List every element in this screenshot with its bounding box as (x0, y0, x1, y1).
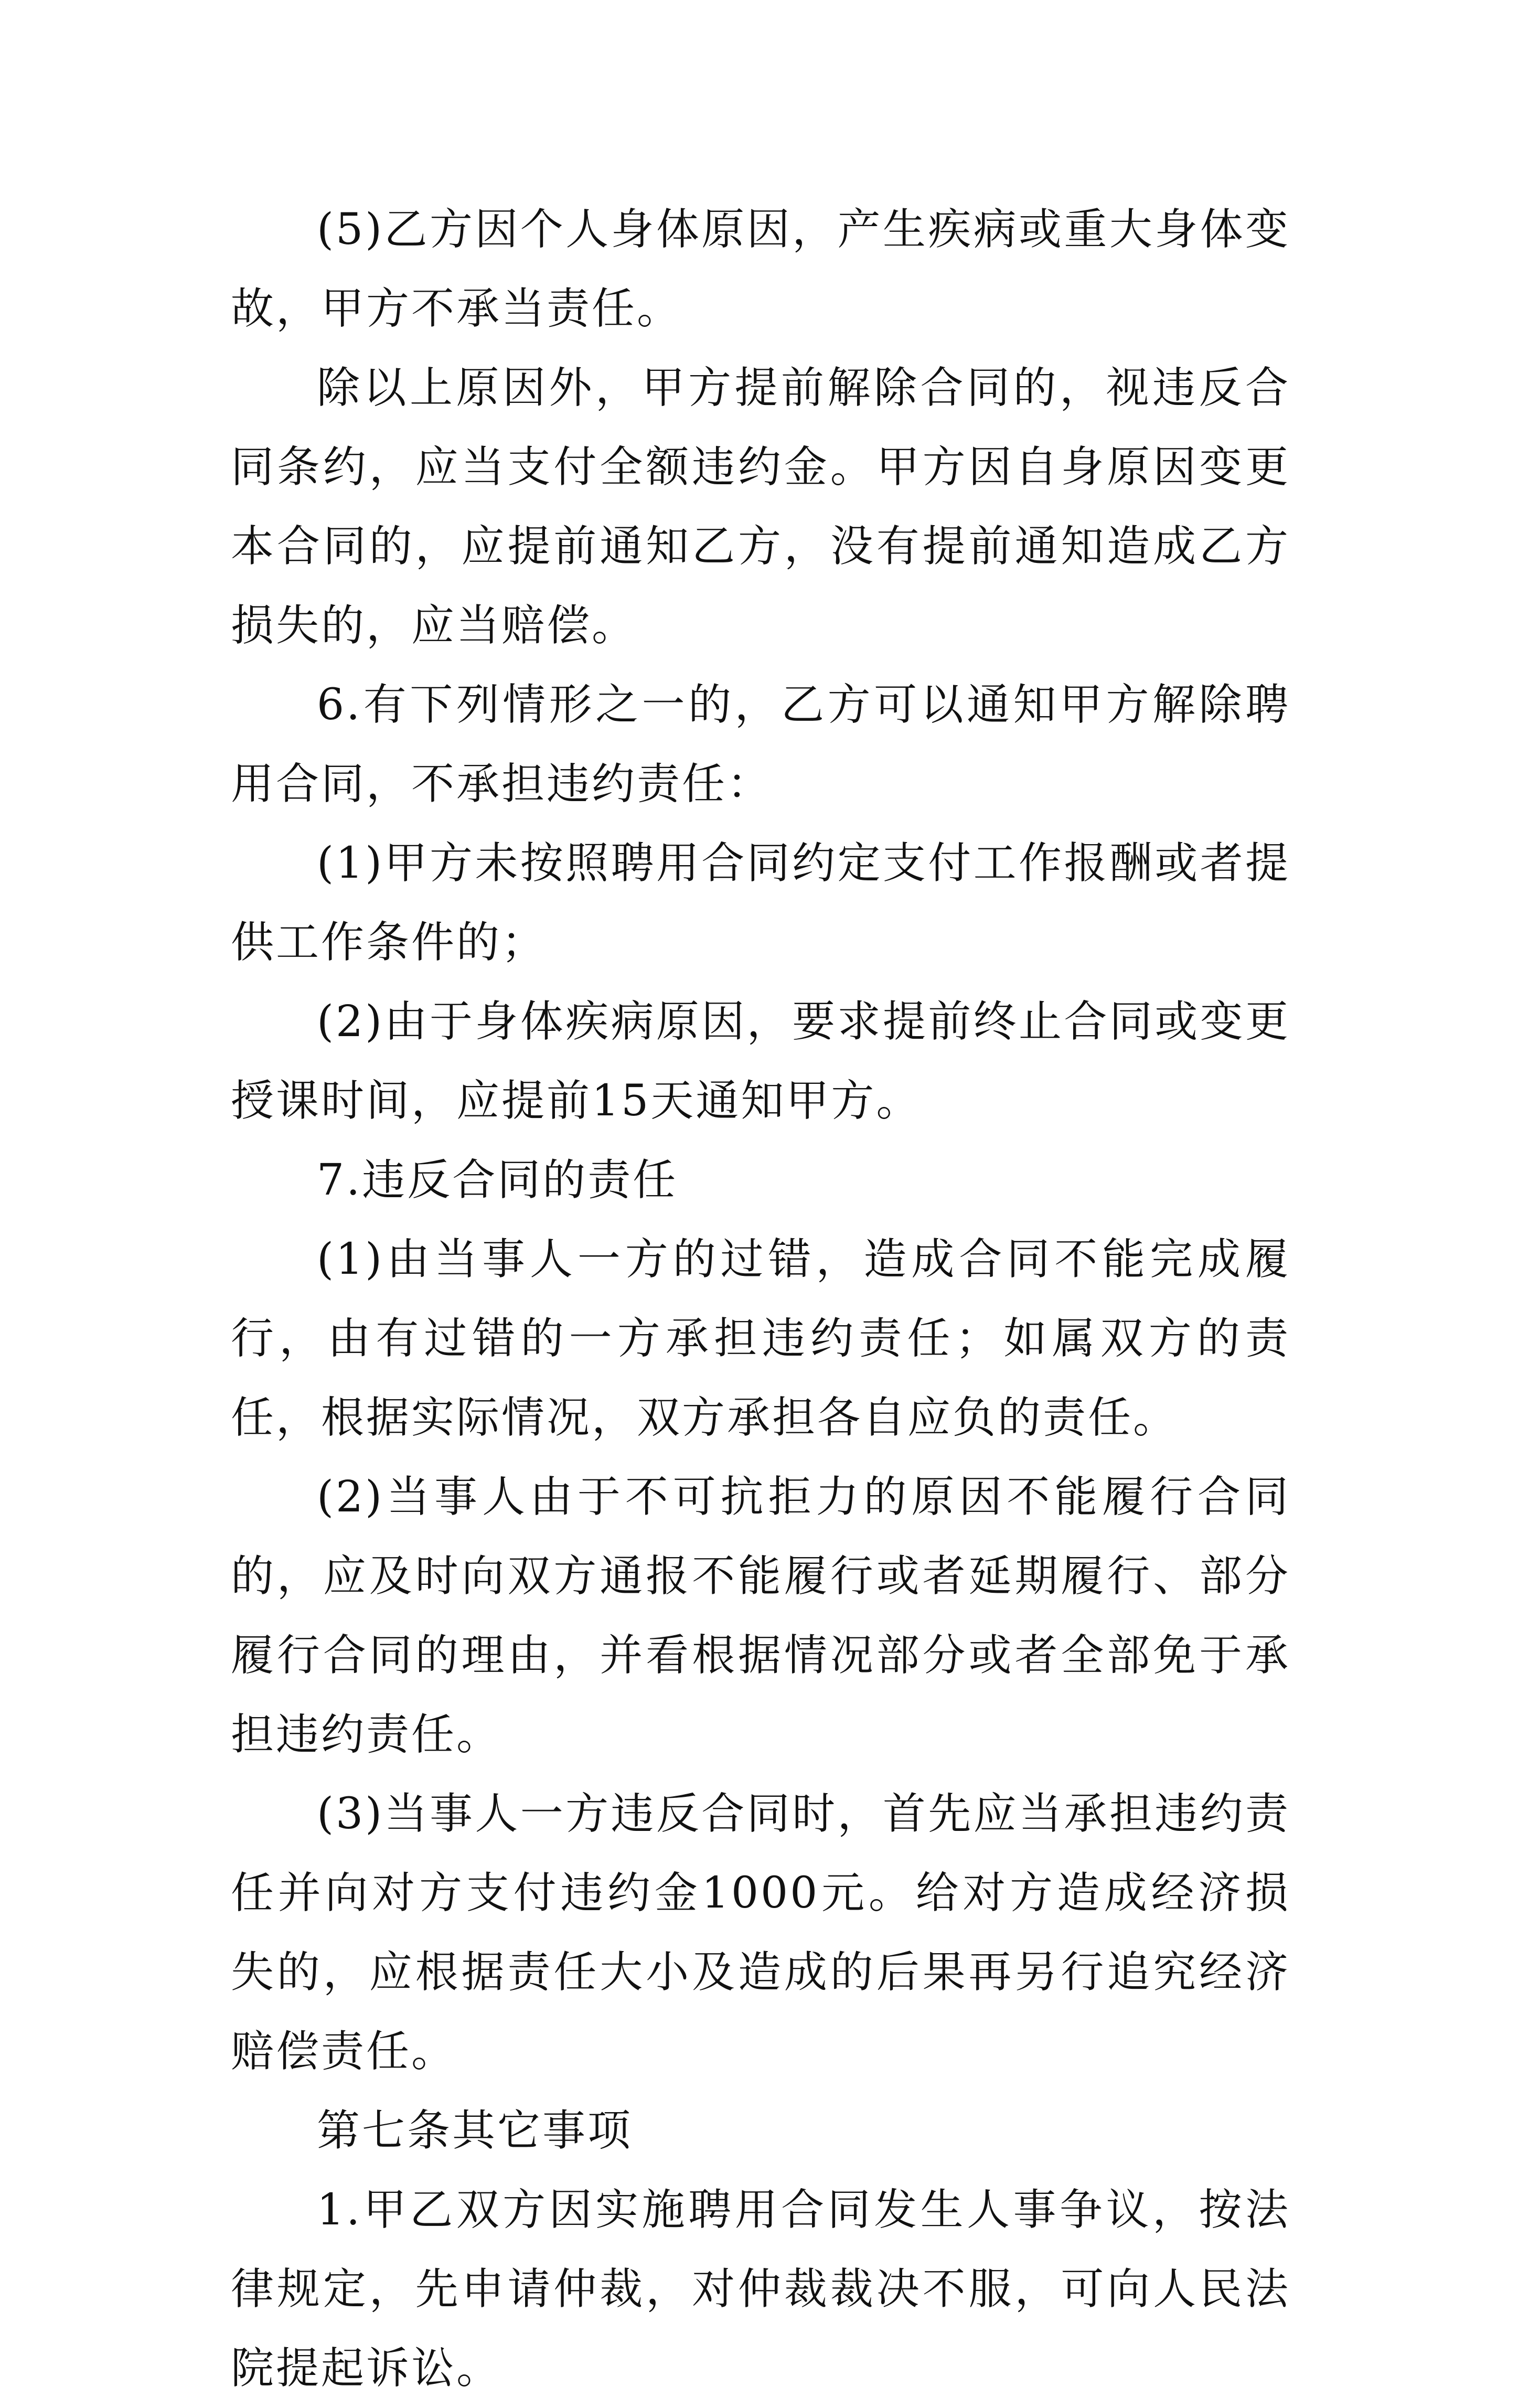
document-body (231, 190, 1290, 2408)
paragraph-item-7-3: (3)当事人一方违反合同时，首先应当承担违约责任并向对方支付违约金1000元。给对方造成经济损失的，应根据责任大小及造成的后果再另行追究经济赔偿责任。 (231, 1789, 1290, 2076)
paragraph-early-termination: 除以上原因外，甲方提前解除合同的，视违反合同条约，应当支付全额违约金。甲方因自身原因变更本合同的，应提前通知乙方，没有提前通知造成乙方损失的，应当赔偿。 (231, 363, 1290, 651)
paragraph-item-6: 6.有下列情形之一的，乙方可以通知甲方解除聘用合同，不承担违约责任： (231, 680, 1290, 809)
paragraph-item-6-2: (2)由于身体疾病原因，要求提前终止合同或变更授课时间，应提前15天通知甲方。 (231, 997, 1290, 1126)
paragraph-item-6-1: (1)甲方未按照聘用合同约定支付工作报酬或者提供工作条件的； (231, 838, 1290, 967)
paragraph-article-7-item-1: 1.甲乙双方因实施聘用合同发生人事争议，按法律规定，先申请仲裁，对仲裁裁决不服，可向人民法院提起诉讼。 (231, 2185, 1290, 2393)
paragraph-item-7-heading: 7.违反合同的责任 (317, 1155, 678, 1205)
paragraph-item-7-2: (2)当事人由于不可抗拒力的原因不能履行合同的，应及时向双方通报不能履行或者延期履行、部分履行合同的理由，并看根据情况部分或者全部免于承担违约责任。 (231, 1472, 1290, 1760)
section-heading-article-7: 第七条其它事项 (317, 2106, 633, 2156)
paragraph-item-7-1: (1)由当事人一方的过错，造成合同不能完成履行，由有过错的一方承担违约责任；如属双方的责任，根据实际情况，双方承担各自应负的责任。 (231, 1234, 1290, 1443)
paragraph-clause-5: (5)乙方因个人身体原因，产生疾病或重大身体变故，甲方不承当责任。 (231, 205, 1290, 334)
